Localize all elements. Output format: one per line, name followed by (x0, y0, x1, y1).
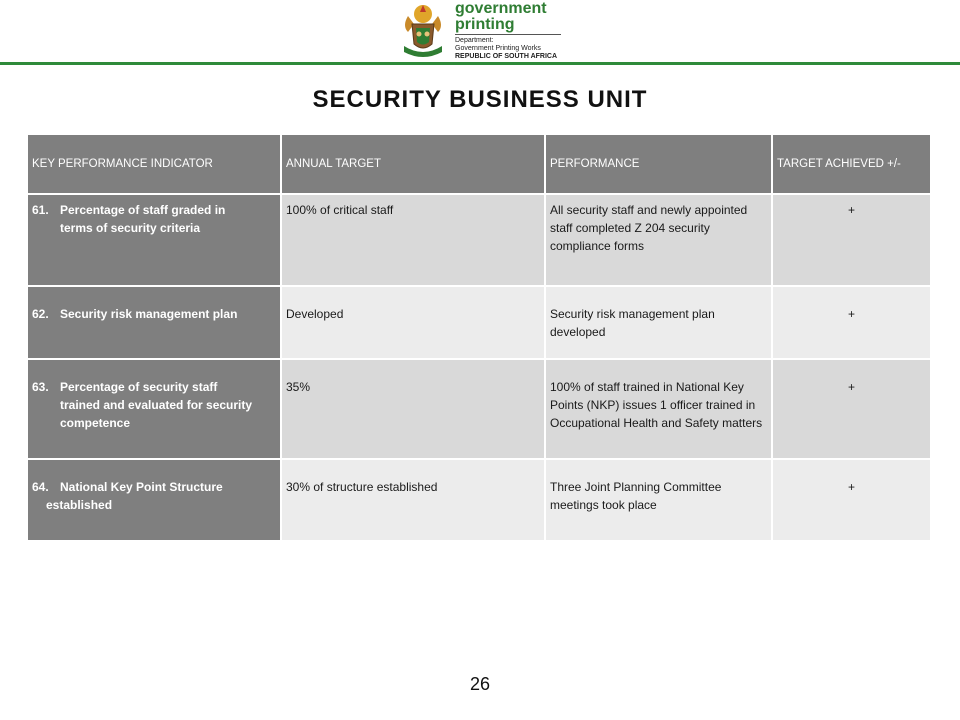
performance-cell: Three Joint Planning Committee meetings took place (546, 460, 773, 542)
table-row (28, 287, 932, 360)
kpi-text: Percentage of staff graded in (60, 203, 226, 217)
annual-target-cell: 35% (282, 360, 546, 460)
performance-cell: Security risk management plan developed (546, 287, 773, 360)
brand-name-line-1: government (455, 0, 547, 17)
kpi-number: 61. (32, 203, 49, 217)
performance-cell: All security staff and newly appointed staff completed Z 204 security compliance forms (546, 195, 773, 287)
table-row (28, 460, 932, 542)
header (0, 0, 960, 66)
page-title: SECURITY BUSINESS UNIT (312, 86, 648, 113)
page-number: 26 (469, 674, 491, 694)
kpi-text-continued: terms of security criteria (60, 221, 201, 235)
target-achieved-cell: + (773, 460, 932, 542)
column-header-annual-target: ANNUAL TARGET (282, 135, 546, 195)
kpi-text-continued: trained and evaluated for security competence (60, 398, 253, 430)
kpi-number: 62. (32, 307, 49, 321)
brand-divider (455, 34, 561, 35)
kpi-cell (28, 460, 282, 542)
country-name: REPUBLIC OF SOUTH AFRICA (455, 53, 558, 60)
department-label: Department: (455, 37, 494, 44)
performance-cell: 100% of staff trained in National Key Points (NKP) issues 1 officer trained in Occupational Health and Safety matters (546, 360, 773, 460)
table-row (28, 360, 932, 460)
column-header-performance: PERFORMANCE (546, 135, 773, 195)
table-header-row (28, 135, 932, 195)
annual-target-cell: 30% of structure established (282, 460, 546, 542)
target-achieved-cell: + (773, 195, 932, 287)
annual-target-cell: 100% of critical staff (282, 195, 546, 287)
kpi-text-continued: established (46, 498, 113, 512)
kpi-text: Security risk management plan (60, 307, 238, 321)
kpi-cell (28, 287, 282, 360)
kpi-cell (28, 195, 282, 287)
kpi-cell (28, 360, 282, 460)
column-header-target-achieved: TARGET ACHIEVED +/- (773, 135, 932, 195)
annual-target-cell: Developed (282, 287, 546, 360)
kpi-text: Percentage of security staff (60, 380, 218, 394)
brand-name-line-2: printing (455, 16, 515, 33)
kpi-number: 63. (32, 380, 49, 394)
target-achieved-cell: + (773, 360, 932, 460)
kpi-table (28, 135, 932, 542)
coat-of-arms-icon (398, 2, 448, 60)
header-rule (0, 62, 960, 65)
column-header-kpi: KEY PERFORMANCE INDICATOR (28, 135, 282, 195)
kpi-number: 64. (32, 480, 49, 494)
department-name: Government Printing Works (455, 45, 541, 52)
kpi-text: National Key Point Structure (60, 480, 223, 494)
table-row (28, 195, 932, 287)
target-achieved-cell: + (773, 287, 932, 360)
